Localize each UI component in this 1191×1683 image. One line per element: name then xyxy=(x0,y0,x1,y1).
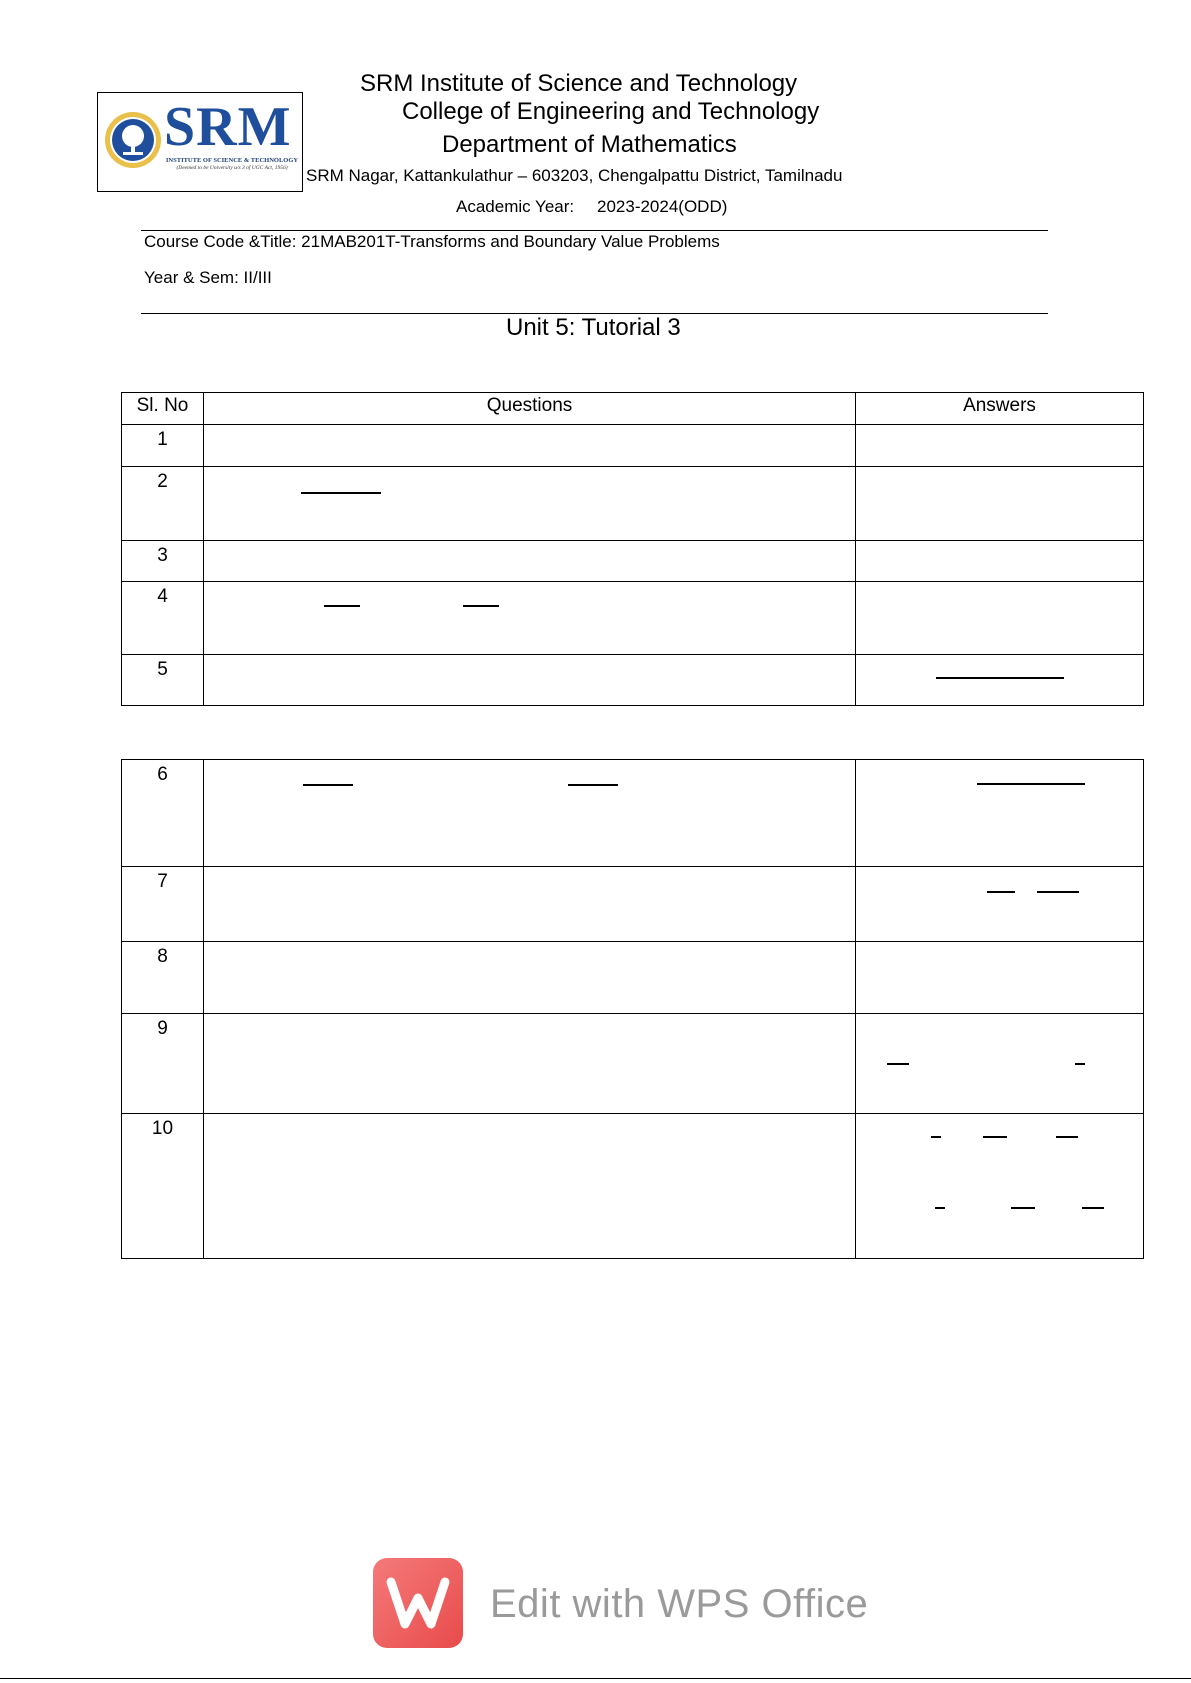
fraction-bar xyxy=(977,783,1085,785)
academic-year-value: 2023-2024(ODD) xyxy=(597,197,728,216)
page-bottom-rule xyxy=(0,1678,1191,1679)
col-header-slno: Sl. No xyxy=(122,393,204,425)
fraction-bar xyxy=(1037,891,1079,893)
wps-office-logo[interactable] xyxy=(373,1558,463,1648)
fraction-bar xyxy=(1056,1136,1078,1138)
university-seal-icon xyxy=(104,111,162,169)
question-cell xyxy=(204,867,856,942)
row-number: 2 xyxy=(122,467,204,541)
question-cell xyxy=(204,425,856,467)
table-row xyxy=(122,425,1144,467)
row-number: 7 xyxy=(122,867,204,942)
question-cell xyxy=(204,582,856,655)
question-cell xyxy=(204,942,856,1014)
row-number: 10 xyxy=(122,1114,204,1259)
year-semester: Year & Sem: II/III xyxy=(144,268,272,287)
fraction-bar xyxy=(568,784,618,786)
row-number: 1 xyxy=(122,425,204,467)
question-cell xyxy=(204,467,856,541)
answer-cell xyxy=(856,760,1144,867)
table-row xyxy=(122,760,1144,867)
row-number: 5 xyxy=(122,655,204,706)
logo-wordmark: SRM xyxy=(164,96,292,158)
address: SRM Nagar, Kattankulathur – 603203, Chengalpattu District, Tamilnadu xyxy=(306,166,843,185)
fraction-bar xyxy=(935,1207,945,1209)
col-header-answers: Answers xyxy=(856,393,1144,425)
row-number: 6 xyxy=(122,760,204,867)
table-row xyxy=(122,867,1144,942)
table-row xyxy=(122,541,1144,582)
fraction-bar xyxy=(463,605,499,607)
fraction-bar xyxy=(1011,1207,1035,1209)
course-code-title: Course Code &Title: 21MAB201T-Transforms and Boundary Value Problems xyxy=(144,232,720,251)
fraction-bar xyxy=(1075,1063,1085,1065)
college-name: College of Engineering and Technology xyxy=(402,98,820,125)
wps-w-icon xyxy=(373,1558,463,1648)
table-row xyxy=(122,582,1144,655)
question-cell xyxy=(204,1114,856,1259)
fraction-bar xyxy=(303,784,353,786)
answer-cell xyxy=(856,655,1144,706)
answer-cell xyxy=(856,425,1144,467)
table-row xyxy=(122,942,1144,1014)
fraction-bar xyxy=(301,492,381,494)
logo-tagline: (Deemed to be University u/s 3 of UGC Act, 1956) xyxy=(176,165,288,171)
answer-cell xyxy=(856,1114,1144,1259)
department-name: Department of Mathematics xyxy=(442,131,737,158)
answer-cell xyxy=(856,867,1144,942)
row-number: 4 xyxy=(122,582,204,655)
srm-logo xyxy=(97,92,303,192)
col-header-questions: Questions xyxy=(204,393,856,425)
table-row xyxy=(122,655,1144,706)
questions-table-part1 xyxy=(121,392,1144,706)
fraction-bar xyxy=(983,1136,1007,1138)
institute-name: SRM Institute of Science and Technology xyxy=(360,70,798,97)
academic-year-label: Academic Year: xyxy=(456,197,575,216)
table-header-row xyxy=(122,393,1144,425)
row-number: 3 xyxy=(122,541,204,582)
questions-table-part2 xyxy=(121,759,1144,1259)
answer-cell xyxy=(856,1014,1144,1114)
table-row xyxy=(122,1014,1144,1114)
unit-title: Unit 5: Tutorial 3 xyxy=(506,314,681,341)
fraction-bar xyxy=(931,1136,941,1138)
row-number: 9 xyxy=(122,1014,204,1114)
fraction-bar xyxy=(936,677,1064,679)
table-row xyxy=(122,467,1144,541)
fraction-bar xyxy=(887,1063,909,1065)
answer-cell xyxy=(856,942,1144,1014)
question-cell xyxy=(204,760,856,867)
fraction-bar xyxy=(1082,1207,1104,1209)
table-row xyxy=(122,1114,1144,1259)
question-cell xyxy=(204,655,856,706)
fraction-bar xyxy=(987,891,1015,893)
fraction-bar xyxy=(324,605,360,607)
logo-subtitle: INSTITUTE OF SCIENCE & TECHNOLOGY xyxy=(165,157,299,164)
wps-watermark-text[interactable]: Edit with WPS Office xyxy=(490,1582,869,1626)
row-number: 8 xyxy=(122,942,204,1014)
answer-cell xyxy=(856,467,1144,541)
question-cell xyxy=(204,541,856,582)
answer-cell xyxy=(856,541,1144,582)
question-cell xyxy=(204,1014,856,1114)
answer-cell xyxy=(856,582,1144,655)
